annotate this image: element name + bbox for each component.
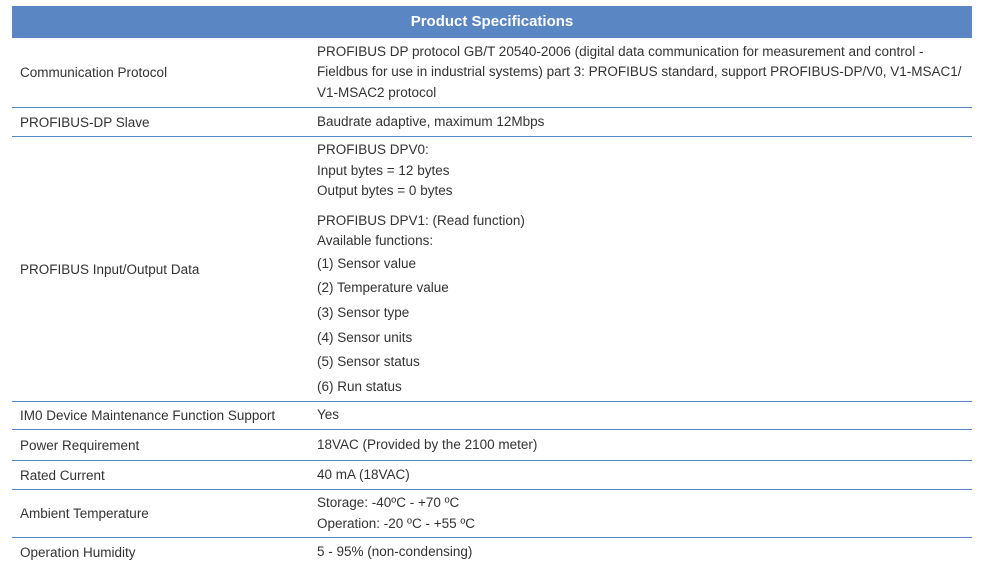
value-line: Output bytes = 0 bytes — [317, 183, 453, 199]
function-item: (3) Sensor type — [317, 305, 410, 321]
function-item: (2) Temperature value — [317, 280, 449, 296]
table-row — [12, 490, 972, 538]
value-line: PROFIBUS DP protocol GB/T 20540-2006 (digital data communication for measurement and control - — [317, 43, 924, 59]
table-row — [12, 402, 972, 430]
spec-table — [12, 6, 972, 567]
row-label: Communication Protocol — [20, 65, 168, 80]
table-row — [12, 38, 972, 108]
value-line: Fieldbus for use in industrial systems) part 3: PROFIBUS standard, support PROFIBUS-DP/V0, V1-MSAC1/ — [317, 64, 962, 80]
table-row — [12, 538, 972, 567]
value-line: Operation: -20 ºC - +55 ºC — [317, 515, 476, 531]
table-row — [12, 137, 972, 402]
row-value: Baudrate adaptive, maximum 12Mbps — [317, 113, 545, 129]
row-label: PROFIBUS Input/Output Data — [20, 261, 200, 277]
row-label: PROFIBUS-DP Slave — [20, 114, 150, 130]
row-label: IM0 Device Maintenance Function Support — [20, 408, 276, 423]
function-item: (4) Sensor units — [317, 329, 413, 345]
row-label: Rated Current — [20, 467, 105, 483]
row-label: Ambient Temperature — [20, 506, 149, 521]
value-line: PROFIBUS DPV1: (Read function) — [317, 212, 525, 228]
row-value: 5 - 95% (non-condensing) — [317, 544, 473, 560]
row-value: Yes — [317, 407, 340, 423]
value-line: Available functions: — [317, 233, 434, 249]
row-label: Power Requirement — [20, 437, 140, 453]
spacer — [317, 202, 972, 211]
function-item: (5) Sensor status — [317, 354, 420, 370]
table-row — [12, 461, 972, 490]
value-line: Input bytes = 12 bytes — [317, 162, 450, 178]
row-value — [309, 490, 972, 537]
row-label: Operation Humidity — [20, 545, 136, 560]
value-line: Storage: -40ºC - +70 ºC — [317, 495, 460, 510]
row-value: 18VAC (Provided by the 2100 meter) — [317, 436, 538, 452]
row-value — [309, 137, 972, 401]
function-item: (6) Run status — [317, 379, 402, 395]
table-row — [12, 108, 972, 137]
row-value — [309, 38, 972, 107]
value-line: PROFIBUS DPV0: — [317, 142, 429, 158]
table-title: Product Specifications — [12, 6, 972, 38]
value-line: V1-MSAC2 protocol — [317, 84, 437, 100]
row-value: 40 mA (18VAC) — [317, 466, 410, 482]
function-item: (1) Sensor value — [317, 255, 417, 271]
table-row — [12, 430, 972, 461]
